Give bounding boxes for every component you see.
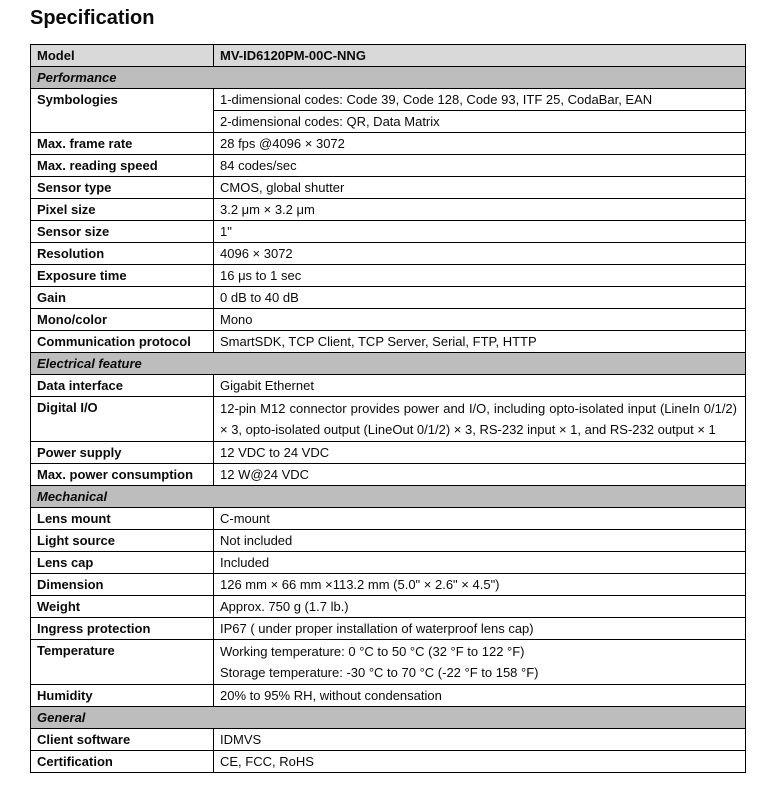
row-value-dimension: 126 mm × 66 mm ×113.2 mm (5.0" × 2.6" × 4.5")	[214, 574, 746, 596]
row-label-lens-cap: Lens cap	[31, 552, 214, 574]
table-row-humidity	[31, 685, 746, 707]
row-value-lens-cap: Included	[214, 552, 746, 574]
section-header-electrical-feature: Electrical feature	[31, 353, 746, 375]
row-value-mono-color: Mono	[214, 309, 746, 331]
table-row-temperature	[31, 640, 746, 685]
row-value-client-software: IDMVS	[214, 729, 746, 751]
section-header-performance: Performance	[31, 67, 746, 89]
row-label-certification: Certification	[31, 751, 214, 773]
row-label-temperature: Temperature	[31, 640, 214, 685]
row-label-symbologies: Symbologies	[31, 89, 214, 133]
table-row-sensor-size	[31, 221, 746, 243]
row-value-certification: CE, FCC, RoHS	[214, 751, 746, 773]
row-label-client-software: Client software	[31, 729, 214, 751]
row-label-light-source: Light source	[31, 530, 214, 552]
row-value-humidity: 20% to 95% RH, without condensation	[214, 685, 746, 707]
row-value-data-interface: Gigabit Ethernet	[214, 375, 746, 397]
table-row-mono-color	[31, 309, 746, 331]
row-value-power-supply: 12 VDC to 24 VDC	[214, 442, 746, 464]
row-value-resolution: 4096 × 3072	[214, 243, 746, 265]
row-value-max-power-consumption: 12 W@24 VDC	[214, 464, 746, 486]
table-row-resolution	[31, 243, 746, 265]
row-label-sensor-type: Sensor type	[31, 177, 214, 199]
row-label-model: Model	[31, 45, 214, 67]
row-value-temperature: Working temperature: 0 °C to 50 °C (32 °F to 122 °F) Storage temperature: -30 °C to 70 °C (-22 °F to 158 °F)	[214, 640, 746, 685]
row-label-humidity: Humidity	[31, 685, 214, 707]
table-row-data-interface	[31, 375, 746, 397]
table-row-weight	[31, 596, 746, 618]
row-label-mono-color: Mono/color	[31, 309, 214, 331]
row-value-model: MV-ID6120PM-00C-NNG	[214, 45, 746, 67]
row-label-weight: Weight	[31, 596, 214, 618]
row-value-sensor-type: CMOS, global shutter	[214, 177, 746, 199]
row-label-max-reading-speed: Max. reading speed	[31, 155, 214, 177]
row-value-symbologies-1: 2-dimensional codes: QR, Data Matrix	[214, 111, 746, 133]
table-row-pixel-size	[31, 199, 746, 221]
table-row-dimension	[31, 574, 746, 596]
section-row-performance	[31, 67, 746, 89]
row-label-resolution: Resolution	[31, 243, 214, 265]
row-value-sensor-size: 1"	[214, 221, 746, 243]
table-row-lens-mount	[31, 508, 746, 530]
table-row-model	[31, 45, 746, 67]
table-row-max-reading-speed	[31, 155, 746, 177]
row-value-exposure-time: 16 μs to 1 sec	[214, 265, 746, 287]
row-value-max-reading-speed: 84 codes/sec	[214, 155, 746, 177]
specification-table	[30, 44, 746, 773]
row-value-pixel-size: 3.2 μm × 3.2 μm	[214, 199, 746, 221]
spec-table-body	[31, 45, 746, 773]
section-row-electrical-feature	[31, 353, 746, 375]
row-value-light-source: Not included	[214, 530, 746, 552]
row-label-sensor-size: Sensor size	[31, 221, 214, 243]
section-row-mechanical	[31, 486, 746, 508]
table-row-communication-protocol	[31, 331, 746, 353]
page-title: Specification	[30, 7, 155, 29]
row-label-data-interface: Data interface	[31, 375, 214, 397]
row-label-digital-i-o: Digital I/O	[31, 397, 214, 442]
table-row-gain	[31, 287, 746, 309]
row-value-symbologies-0: 1-dimensional codes: Code 39, Code 128, Code 93, ITF 25, CodaBar, EAN	[214, 89, 746, 111]
row-label-ingress-protection: Ingress protection	[31, 618, 214, 640]
row-label-power-supply: Power supply	[31, 442, 214, 464]
row-value-communication-protocol: SmartSDK, TCP Client, TCP Server, Serial, FTP, HTTP	[214, 331, 746, 353]
table-row-lens-cap	[31, 552, 746, 574]
table-row-light-source	[31, 530, 746, 552]
row-label-max-frame-rate: Max. frame rate	[31, 133, 214, 155]
table-row-max-power-consumption	[31, 464, 746, 486]
row-label-gain: Gain	[31, 287, 214, 309]
row-value-lens-mount: C-mount	[214, 508, 746, 530]
row-value-max-frame-rate: 28 fps @4096 × 3072	[214, 133, 746, 155]
row-value-gain: 0 dB to 40 dB	[214, 287, 746, 309]
table-row-sensor-type	[31, 177, 746, 199]
row-label-max-power-consumption: Max. power consumption	[31, 464, 214, 486]
section-header-general: General	[31, 707, 746, 729]
section-header-mechanical: Mechanical	[31, 486, 746, 508]
table-row-client-software	[31, 729, 746, 751]
table-row-power-supply	[31, 442, 746, 464]
table-row-ingress-protection	[31, 618, 746, 640]
table-row-exposure-time	[31, 265, 746, 287]
section-row-general	[31, 707, 746, 729]
row-label-communication-protocol: Communication protocol	[31, 331, 214, 353]
row-value-weight: Approx. 750 g (1.7 lb.)	[214, 596, 746, 618]
row-label-pixel-size: Pixel size	[31, 199, 214, 221]
table-row-digital-i-o	[31, 397, 746, 442]
row-value-ingress-protection: IP67 ( under proper installation of waterproof lens cap)	[214, 618, 746, 640]
row-value-digital-i-o: 12-pin M12 connector provides power and I/O, including opto-isolated input (LineIn 0/1/2) × 3, opto-isolated output (LineOut 0/1/2) × 3, RS-232 input × 1, and RS-232 output × 1	[214, 397, 746, 442]
table-row-certification	[31, 751, 746, 773]
row-label-lens-mount: Lens mount	[31, 508, 214, 530]
row-label-exposure-time: Exposure time	[31, 265, 214, 287]
table-row-symbologies-0	[31, 89, 746, 111]
table-row-max-frame-rate	[31, 133, 746, 155]
row-label-dimension: Dimension	[31, 574, 214, 596]
